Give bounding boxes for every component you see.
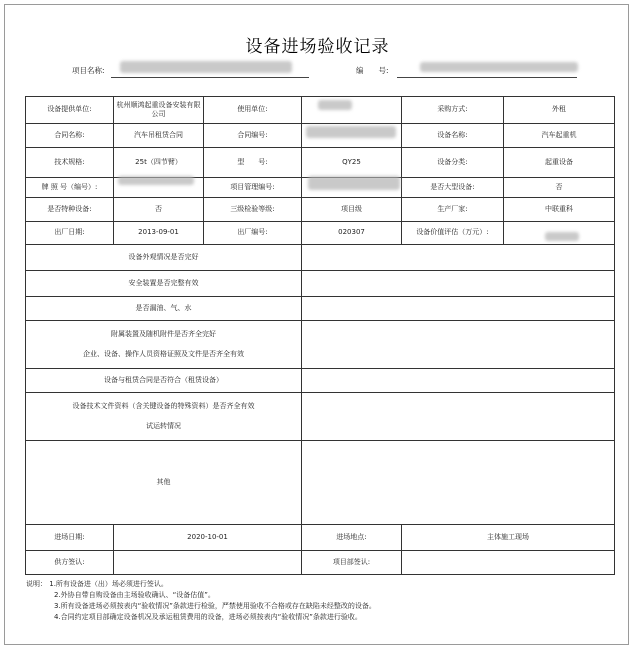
note-2: 2.外协自带自购设备由主场验收确认、“设备估值”。 [54,591,215,599]
number-underline [397,77,577,78]
redacted-valuation [545,232,579,241]
spec-label: 技术规格: [26,148,114,178]
check-result [302,245,615,271]
notes [26,579,376,623]
large-equipment-label: 是否大型设备: [402,178,504,198]
plate-label: 牌 照 号（编号）: [26,178,114,198]
project-sign-value [402,551,615,575]
check-accessories-qualifications [26,321,302,369]
valuation-label: 设备价值评估（万元）: [402,222,504,245]
supplier-sign-label: 供方签认: [26,551,114,575]
inspection-level-value: 项目级 [302,198,402,222]
check-accessories: 附属装置及随机附件是否齐全完好 [111,329,216,338]
serial-number-value: 020307 [302,222,402,245]
entry-date-value: 2020-10-01 [114,525,302,551]
check-other: 其他 [26,441,302,525]
serial-number-label: 出厂编号: [204,222,302,245]
entry-place-label: 进场地点: [302,525,402,551]
spec-value: 25t（四节臂） [114,148,204,178]
check-row [26,245,615,271]
contract-name-value: 汽车吊租赁合同 [114,124,204,148]
redacted-number [420,62,578,72]
check-row [26,271,615,297]
model-label: 型 号: [204,148,302,178]
project-name-underline [111,77,309,78]
inspection-level-label: 三级检验等级: [204,198,302,222]
manufacturer-label: 生产厂家: [402,198,504,222]
table-row [26,222,615,245]
supplier-sign-value [114,551,302,575]
check-result [302,297,615,321]
redacted-user-unit [318,100,352,110]
manufacture-date-value: 2013-09-01 [114,222,204,245]
category-value: 起重设备 [504,148,615,178]
redacted-contract-number [306,126,396,138]
check-result [302,441,615,525]
check-row [26,321,615,369]
equipment-name-value: 汽车起重机 [504,124,615,148]
mgmt-number-label: 项目管理编号: [204,178,302,198]
table-row [26,198,615,222]
entry-place-value: 主体施工现场 [402,525,615,551]
contract-number-label: 合同编号: [204,124,302,148]
check-result [302,271,615,297]
note-1: 1.所有设备进（出）场必须进行签认。 [49,580,168,588]
document-title: 设备进场验收记录 [245,37,390,57]
equipment-name-label: 设备名称: [402,124,504,148]
project-name-label: 项目名称: [72,66,105,75]
redacted-mgmt-number [308,176,400,190]
contract-name-label: 合同名称: [26,124,114,148]
note-4: 4.合同约定项目部确定设备机况及承运租赁费用的设备，进场必须按表内“验收情况”条款进行验收。 [54,613,362,621]
check-qualifications: 企业、设备、操作人员资格证照及文件是否齐全有效 [83,350,244,358]
model-value: QY25 [302,148,402,178]
check-result [302,393,615,441]
provider-value: 杭州顺鸿起重设备安装有限公司 [114,97,204,124]
check-row [26,369,615,393]
purchase-method-label: 采购方式: [402,97,504,124]
user-unit-label: 使用单位: [204,97,302,124]
manufacturer-value: 中联重科 [504,198,615,222]
number-label: 编 号: [356,66,389,75]
check-technical-docs: 设备技术文件资料（含关键设备的特殊资料）是否齐全有效 [72,401,255,410]
check-row [26,393,615,441]
table-row [26,148,615,178]
notes-heading: 说明： [26,580,47,588]
manufacture-date-label: 出厂日期: [26,222,114,245]
table-row [26,525,615,551]
check-result [302,321,615,369]
note-3: 3.所有设备进场必须按表内“验收情况”条款进行检验，严禁使用验收不合格或存在缺陷未经整改的设备。 [54,602,376,610]
check-appearance: 设备外观情况是否完好 [26,245,302,271]
check-row [26,297,615,321]
check-safety-device: 安全装置是否完整有效 [26,271,302,297]
category-label: 设备分类: [402,148,504,178]
check-leakage: 是否漏油、气、水 [26,297,302,321]
entry-date-label: 进场日期: [26,525,114,551]
table-row [26,551,615,575]
purchase-method-value: 外租 [504,97,615,124]
check-row [26,441,615,525]
check-trial-run: 试运转情况 [146,422,181,430]
redacted-plate [118,176,194,185]
special-equipment-value: 否 [114,198,204,222]
provider-label: 设备提供单位: [26,97,114,124]
special-equipment-label: 是否特种设备: [26,198,114,222]
check-result [302,369,615,393]
check-contract-match: 设备与租赁合同是否符合（租赁设备） [26,369,302,393]
acceptance-table [25,96,615,575]
redacted-project-name [120,61,292,73]
note-row [26,579,376,590]
project-sign-label: 项目部签认: [302,551,402,575]
check-docs-trial [26,393,302,441]
large-equipment-value: 否 [504,178,615,198]
